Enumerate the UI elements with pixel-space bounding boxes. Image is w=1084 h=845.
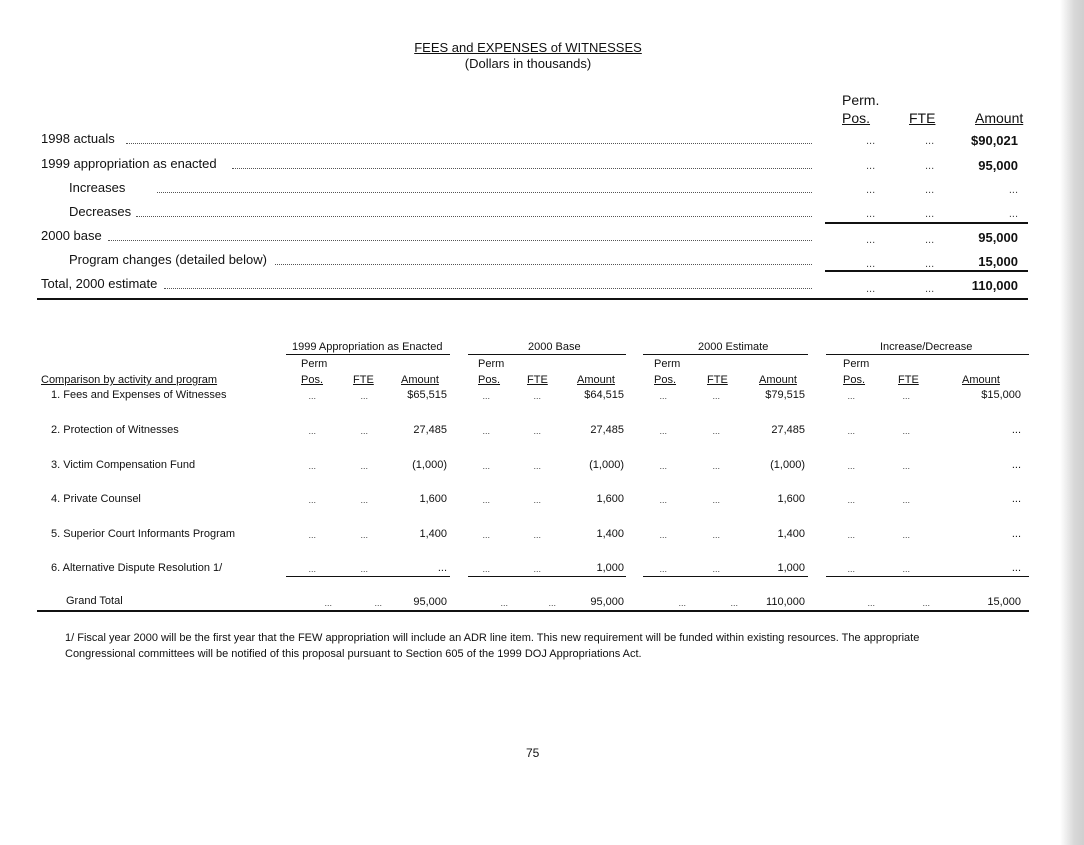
table-cell: $64,515: [584, 389, 624, 401]
grand-total-cell: ...: [678, 598, 686, 608]
table-cell: 1,000: [777, 562, 805, 574]
program-row-label: 6. Alternative Dispute Resolution 1/: [51, 562, 223, 574]
subheader-perm: Perm: [301, 358, 328, 370]
table-cell: ...: [360, 530, 368, 540]
subtotal-rule: [825, 270, 1028, 272]
table-cell: ...: [533, 426, 541, 436]
table-cell: ...: [533, 564, 541, 574]
summary-pos: ...: [866, 208, 876, 220]
grand-total-cell: ...: [922, 598, 930, 608]
table-cell: ...: [1011, 424, 1021, 436]
summary-amount: ...: [1008, 184, 1018, 196]
dot-leader: [126, 142, 812, 144]
table-cell: ...: [482, 461, 490, 471]
table-cell: ...: [533, 530, 541, 540]
summary-pos: ...: [866, 135, 876, 147]
dot-leader: [232, 167, 812, 169]
grand-total-cell: ...: [374, 598, 382, 608]
table-cell: ...: [712, 495, 720, 505]
dot-leader: [157, 191, 812, 193]
dot-leader: [136, 215, 812, 217]
table-cell: ...: [482, 391, 490, 401]
page-title: FEES and EXPENSES of WITNESSES: [414, 40, 642, 55]
summary-row-label: 2000 base: [41, 228, 102, 243]
table-cell: $15,000: [981, 389, 1021, 401]
summary-amount: 110,000: [971, 278, 1018, 293]
table-cell: ...: [902, 391, 910, 401]
subheader-perm: Perm: [478, 358, 505, 370]
table-cell: ...: [659, 461, 667, 471]
program-row-label: 2. Protection of Witnesses: [51, 424, 179, 436]
grand-total-cell: ...: [730, 598, 738, 608]
group-header-2000-estimate: 2000 Estimate: [698, 341, 769, 353]
summary-row-label: Total, 2000 estimate: [41, 276, 158, 291]
table-cell: 1,600: [777, 493, 805, 505]
page-subtitle: (Dollars in thousands): [464, 56, 592, 71]
table-cell: ...: [712, 530, 720, 540]
group-total-rule: [468, 576, 626, 577]
summary-pos: ...: [866, 258, 876, 270]
summary-header-amount: Amount: [975, 110, 1024, 126]
program-row-label: 1. Fees and Expenses of Witnesses: [51, 389, 227, 401]
group-header-2000-base: 2000 Base: [528, 341, 581, 353]
summary-fte: ...: [925, 135, 935, 147]
program-row-label: 4. Private Counsel: [51, 493, 141, 505]
group-rule: [643, 354, 808, 355]
table-cell: ...: [847, 426, 855, 436]
table-cell: ...: [533, 495, 541, 505]
summary-amount: 95,000: [978, 230, 1018, 245]
table-cell: ...: [902, 495, 910, 505]
summary-fte: ...: [925, 184, 935, 196]
table-cell: ...: [482, 564, 490, 574]
group-rule: [468, 354, 626, 355]
group-total-rule: [286, 576, 450, 577]
table-cell: ...: [482, 426, 490, 436]
table-cell: 1,400: [596, 528, 624, 540]
subheader-fte: FTE: [353, 374, 374, 386]
table-cell: ...: [659, 426, 667, 436]
table-cell: ...: [902, 530, 910, 540]
subheader-amount: Amount: [577, 374, 615, 386]
summary-header-pos: Pos.: [842, 110, 871, 126]
subheader-pos: Pos.: [843, 374, 866, 386]
grand-total-rule: [37, 610, 1029, 612]
group-total-rule: [826, 576, 1029, 577]
subheader-pos: Pos.: [478, 374, 501, 386]
grand-total-cell: 95,000: [413, 596, 447, 608]
grand-total-cell: 15,000: [987, 596, 1021, 608]
summary-fte: ...: [925, 258, 935, 270]
table-cell: ...: [659, 391, 667, 401]
table-cell: ...: [360, 461, 368, 471]
table-cell: 27,485: [590, 424, 624, 436]
table-cell: ...: [659, 530, 667, 540]
program-row-label: 5. Superior Court Informants Program: [51, 528, 236, 540]
table-cell: ...: [712, 564, 720, 574]
table-cell: ...: [308, 495, 316, 505]
table-cell: ...: [308, 391, 316, 401]
summary-row-label: Increases: [69, 180, 126, 195]
dot-leader: [108, 239, 812, 241]
table-cell: ...: [360, 426, 368, 436]
table-cell: ...: [482, 495, 490, 505]
grand-total-label: Grand Total: [66, 595, 123, 607]
table-cell: $65,515: [407, 389, 447, 401]
group-header-1999: 1999 Appropriation as Enacted: [292, 341, 443, 353]
grand-total-cell: ...: [500, 598, 508, 608]
table-cell: ...: [437, 562, 447, 574]
table-cell: ...: [659, 495, 667, 505]
table-cell: ...: [308, 530, 316, 540]
summary-fte: ...: [925, 234, 935, 246]
subheader-perm: Perm: [654, 358, 681, 370]
group-rule: [826, 354, 1029, 355]
subheader-pos: Pos.: [654, 374, 677, 386]
table-cell: 1,600: [596, 493, 624, 505]
summary-amount: 95,000: [978, 158, 1018, 173]
subheader-amount: Amount: [962, 374, 1000, 386]
table-cell: ...: [1011, 459, 1021, 471]
table-cell: ...: [847, 461, 855, 471]
dot-leader: [275, 263, 812, 265]
summary-row-label: 1998 actuals: [41, 131, 115, 146]
subheader-perm: Perm: [843, 358, 870, 370]
summary-amount: $90,021: [971, 133, 1018, 148]
summary-header-perm: Perm.: [842, 92, 880, 108]
subheader-pos: Pos.: [301, 374, 324, 386]
summary-pos: ...: [866, 283, 876, 295]
table-cell: ...: [1011, 528, 1021, 540]
table-cell: 27,485: [413, 424, 447, 436]
table-cell: ...: [659, 564, 667, 574]
table-cell: ...: [1011, 562, 1021, 574]
table-cell: ...: [482, 530, 490, 540]
row-header: Comparison by activity and program: [41, 374, 218, 386]
table-cell: ...: [308, 461, 316, 471]
table-cell: 1,400: [419, 528, 447, 540]
group-header-increase-decrease: Increase/Decrease: [880, 341, 973, 353]
subtotal-rule: [825, 222, 1028, 224]
summary-row-label: Decreases: [69, 204, 132, 219]
summary-row-label: Program changes (detailed below): [69, 252, 267, 267]
table-cell: ...: [902, 564, 910, 574]
table-cell: ...: [902, 461, 910, 471]
summary-row-label: 1999 appropriation as enacted: [41, 156, 217, 171]
table-cell: ...: [712, 461, 720, 471]
table-cell: ...: [712, 391, 720, 401]
table-cell: ...: [847, 495, 855, 505]
subheader-amount: Amount: [759, 374, 797, 386]
summary-header-fte: FTE: [909, 110, 936, 126]
table-cell: ...: [533, 391, 541, 401]
table-cell: 27,485: [771, 424, 805, 436]
table-cell: ...: [1011, 493, 1021, 505]
section-rule: [37, 298, 1028, 300]
subheader-fte: FTE: [527, 374, 548, 386]
table-cell: 1,400: [777, 528, 805, 540]
grand-total-cell: 95,000: [590, 596, 624, 608]
table-cell: ...: [712, 426, 720, 436]
table-cell: ...: [360, 391, 368, 401]
summary-fte: ...: [925, 208, 935, 220]
table-cell: ...: [533, 461, 541, 471]
program-row-label: 3. Victim Compensation Fund: [51, 459, 196, 471]
table-cell: (1,000): [412, 459, 447, 471]
footnote-line-1: 1/ Fiscal year 2000 will be the first year that the FEW appropriation will include an ADR line item. This new requirement will be funded within existing resources. The appropriate: [65, 632, 920, 644]
page-number: 75: [526, 746, 540, 760]
table-cell: ...: [847, 391, 855, 401]
subheader-fte: FTE: [898, 374, 919, 386]
subheader-fte: FTE: [707, 374, 728, 386]
summary-pos: ...: [866, 160, 876, 172]
summary-pos: ...: [866, 234, 876, 246]
table-cell: (1,000): [589, 459, 624, 471]
summary-amount: ...: [1008, 208, 1018, 220]
table-cell: ...: [902, 426, 910, 436]
table-cell: ...: [360, 495, 368, 505]
summary-fte: ...: [925, 160, 935, 172]
dot-leader: [164, 287, 812, 289]
grand-total-cell: ...: [548, 598, 556, 608]
table-cell: 1,600: [419, 493, 447, 505]
subheader-amount: Amount: [401, 374, 439, 386]
table-cell: ...: [308, 564, 316, 574]
table-cell: ...: [847, 530, 855, 540]
footnote-line-2: Congressional committees will be notified of this proposal pursuant to Section 605 of the 1999 DOJ Appropriations Act.: [65, 648, 642, 660]
grand-total-cell: ...: [867, 598, 875, 608]
group-total-rule: [643, 576, 808, 577]
summary-pos: ...: [866, 184, 876, 196]
group-rule: [286, 354, 450, 355]
grand-total-cell: ...: [324, 598, 332, 608]
scan-edge-shadow: [1060, 0, 1084, 845]
table-cell: $79,515: [765, 389, 805, 401]
grand-total-cell: 110,000: [766, 596, 805, 608]
summary-fte: ...: [925, 283, 935, 295]
table-cell: ...: [360, 564, 368, 574]
table-cell: ...: [308, 426, 316, 436]
table-cell: 1,000: [596, 562, 624, 574]
summary-amount: 15,000: [978, 254, 1018, 269]
table-cell: (1,000): [770, 459, 805, 471]
table-cell: ...: [847, 564, 855, 574]
